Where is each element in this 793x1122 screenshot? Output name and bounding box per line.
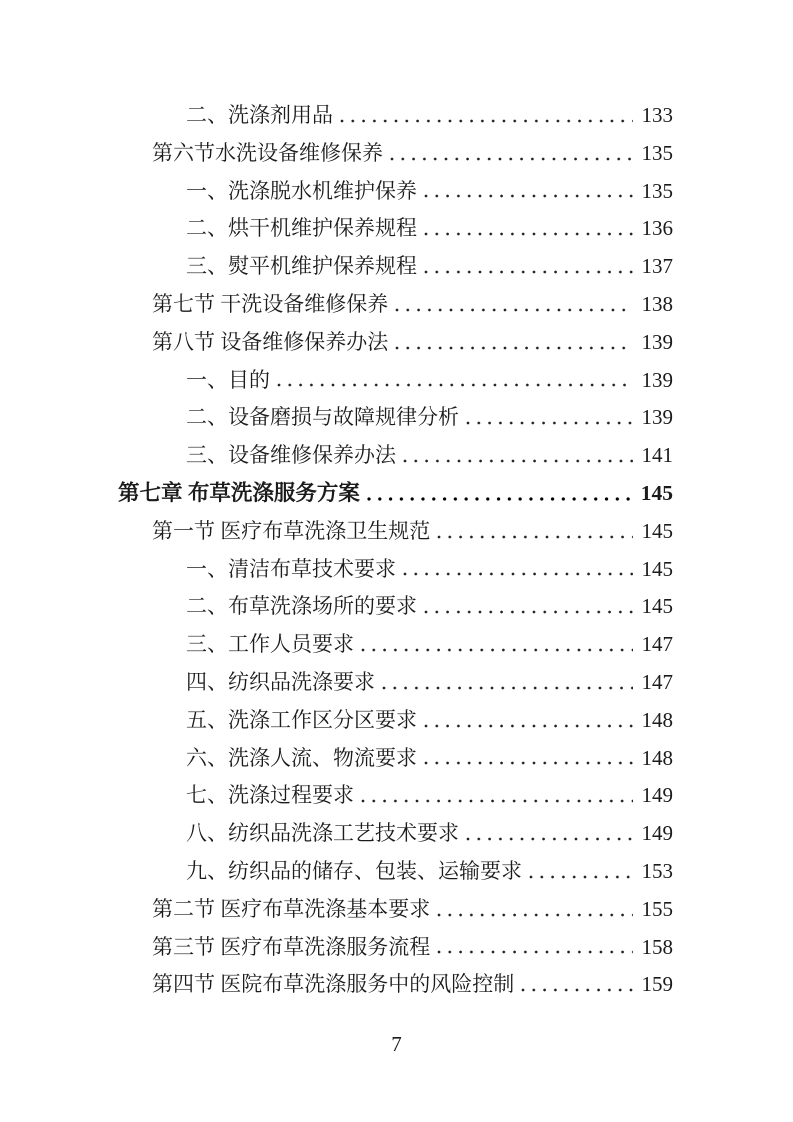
toc-entry-page-number: 158: [641, 934, 673, 959]
toc-entry-label: 二、烘干机维护保养规程: [186, 216, 417, 241]
toc-entry[interactable]: [118, 437, 673, 475]
toc-entry-label: 二、布草洗涤场所的要求: [186, 594, 417, 619]
toc-entry[interactable]: [118, 362, 673, 400]
toc-entry-page-number: 149: [641, 821, 673, 846]
toc-entry[interactable]: [118, 966, 673, 1004]
toc-entry[interactable]: [118, 286, 673, 324]
toc-entry-page-number: 159: [641, 972, 673, 997]
toc-entry[interactable]: [118, 248, 673, 286]
toc-entry[interactable]: [118, 551, 673, 589]
toc-entry-label: 五、洗涤工作区分区要求: [186, 707, 417, 732]
toc-entry[interactable]: [118, 777, 673, 815]
toc-entry-label: 一、清洁布草技术要求: [186, 556, 396, 581]
toc-entry-label: 二、洗涤剂用品: [186, 103, 333, 127]
toc-entry-label: 第七章 布草洗涤服务方案: [118, 480, 360, 505]
toc-entry-page-number: 133: [641, 103, 673, 127]
toc-entry[interactable]: [118, 173, 673, 211]
toc-entry[interactable]: [118, 210, 673, 248]
toc-entry-label: 一、洗涤脱水机维护保养: [186, 178, 417, 203]
toc-entry-page-number: 135: [641, 178, 673, 203]
toc-entry-page-number: 145: [641, 556, 673, 581]
toc-entry[interactable]: [118, 324, 673, 362]
toc-entry[interactable]: [118, 929, 673, 967]
toc-entry-page-number: 135: [641, 140, 673, 165]
toc-entry-label: 八、纺织品洗涤工艺技术要求: [186, 821, 459, 846]
toc-entry-label: 第四节 医院布草洗涤服务中的风险控制: [152, 972, 515, 997]
toc-entry[interactable]: [118, 891, 673, 929]
toc-entry-label: 三、熨平机维护保养规程: [186, 254, 417, 279]
toc-entry[interactable]: [118, 740, 673, 778]
toc-entry-page-number: 145: [640, 480, 673, 505]
toc-entry[interactable]: [118, 97, 673, 135]
toc-entry-page-number: 138: [641, 291, 673, 316]
toc-entry-page-number: 147: [641, 632, 673, 657]
toc-entry-page-number: 145: [641, 518, 673, 543]
toc-entry-label: 七、洗涤过程要求: [186, 783, 354, 808]
toc-entry[interactable]: [118, 135, 673, 173]
toc-entry-page-number: 148: [641, 707, 673, 732]
toc-entry-label: 一、目的: [186, 367, 270, 392]
toc-entry-page-number: 148: [641, 745, 673, 770]
toc-entry-page-number: 149: [641, 783, 673, 808]
toc-entry-label: 第二节 医疗布草洗涤基本要求: [152, 896, 431, 921]
toc-entry[interactable]: [118, 399, 673, 437]
toc-entry[interactable]: [118, 815, 673, 853]
toc-entry-label: 四、纺织品洗涤要求: [186, 669, 375, 694]
toc-entry-page-number: 139: [641, 405, 673, 430]
footer-page-number: 7: [391, 1032, 402, 1056]
toc-entry-page-number: 139: [641, 367, 673, 392]
toc-entry-page-number: 153: [641, 858, 673, 883]
toc-entry[interactable]: [118, 853, 673, 891]
toc-entry[interactable]: [118, 702, 673, 740]
toc-entry-label: 三、工作人员要求: [186, 632, 354, 657]
toc-entry-page-number: 145: [641, 594, 673, 619]
toc-entry-label: 第七节 干洗设备维修保养: [152, 291, 389, 316]
toc-entry-label: 第一节 医疗布草洗涤卫生规范: [152, 518, 431, 543]
toc-entry[interactable]: [118, 626, 673, 664]
toc-entry-label: 九、纺织品的储存、包装、运输要求: [186, 858, 522, 883]
toc-entry-page-number: 136: [641, 216, 673, 241]
toc-entry[interactable]: [118, 588, 673, 626]
toc-entry-label: 第八节 设备维修保养办法: [152, 329, 389, 354]
toc-entry-page-number: 147: [641, 669, 673, 694]
toc-entry-label: 二、设备磨损与故障规律分析: [186, 405, 459, 430]
toc-entry-page-number: 155: [641, 896, 673, 921]
toc-entry[interactable]: [118, 513, 673, 551]
toc-entry-label: 第六节水洗设备维修保养: [152, 140, 383, 165]
toc-entry-page-number: 141: [641, 443, 673, 468]
toc-entry-label: 六、洗涤人流、物流要求: [186, 745, 417, 770]
toc-entry-label: 三、设备维修保养办法: [186, 443, 396, 468]
toc-entry-page-number: 139: [641, 329, 673, 354]
toc-entry-page-number: 137: [641, 254, 673, 279]
table-of-contents: [118, 97, 673, 1004]
toc-entry-label: 第三节 医疗布草洗涤服务流程: [152, 934, 431, 959]
toc-entry[interactable]: [118, 664, 673, 702]
toc-entry[interactable]: [118, 475, 673, 513]
